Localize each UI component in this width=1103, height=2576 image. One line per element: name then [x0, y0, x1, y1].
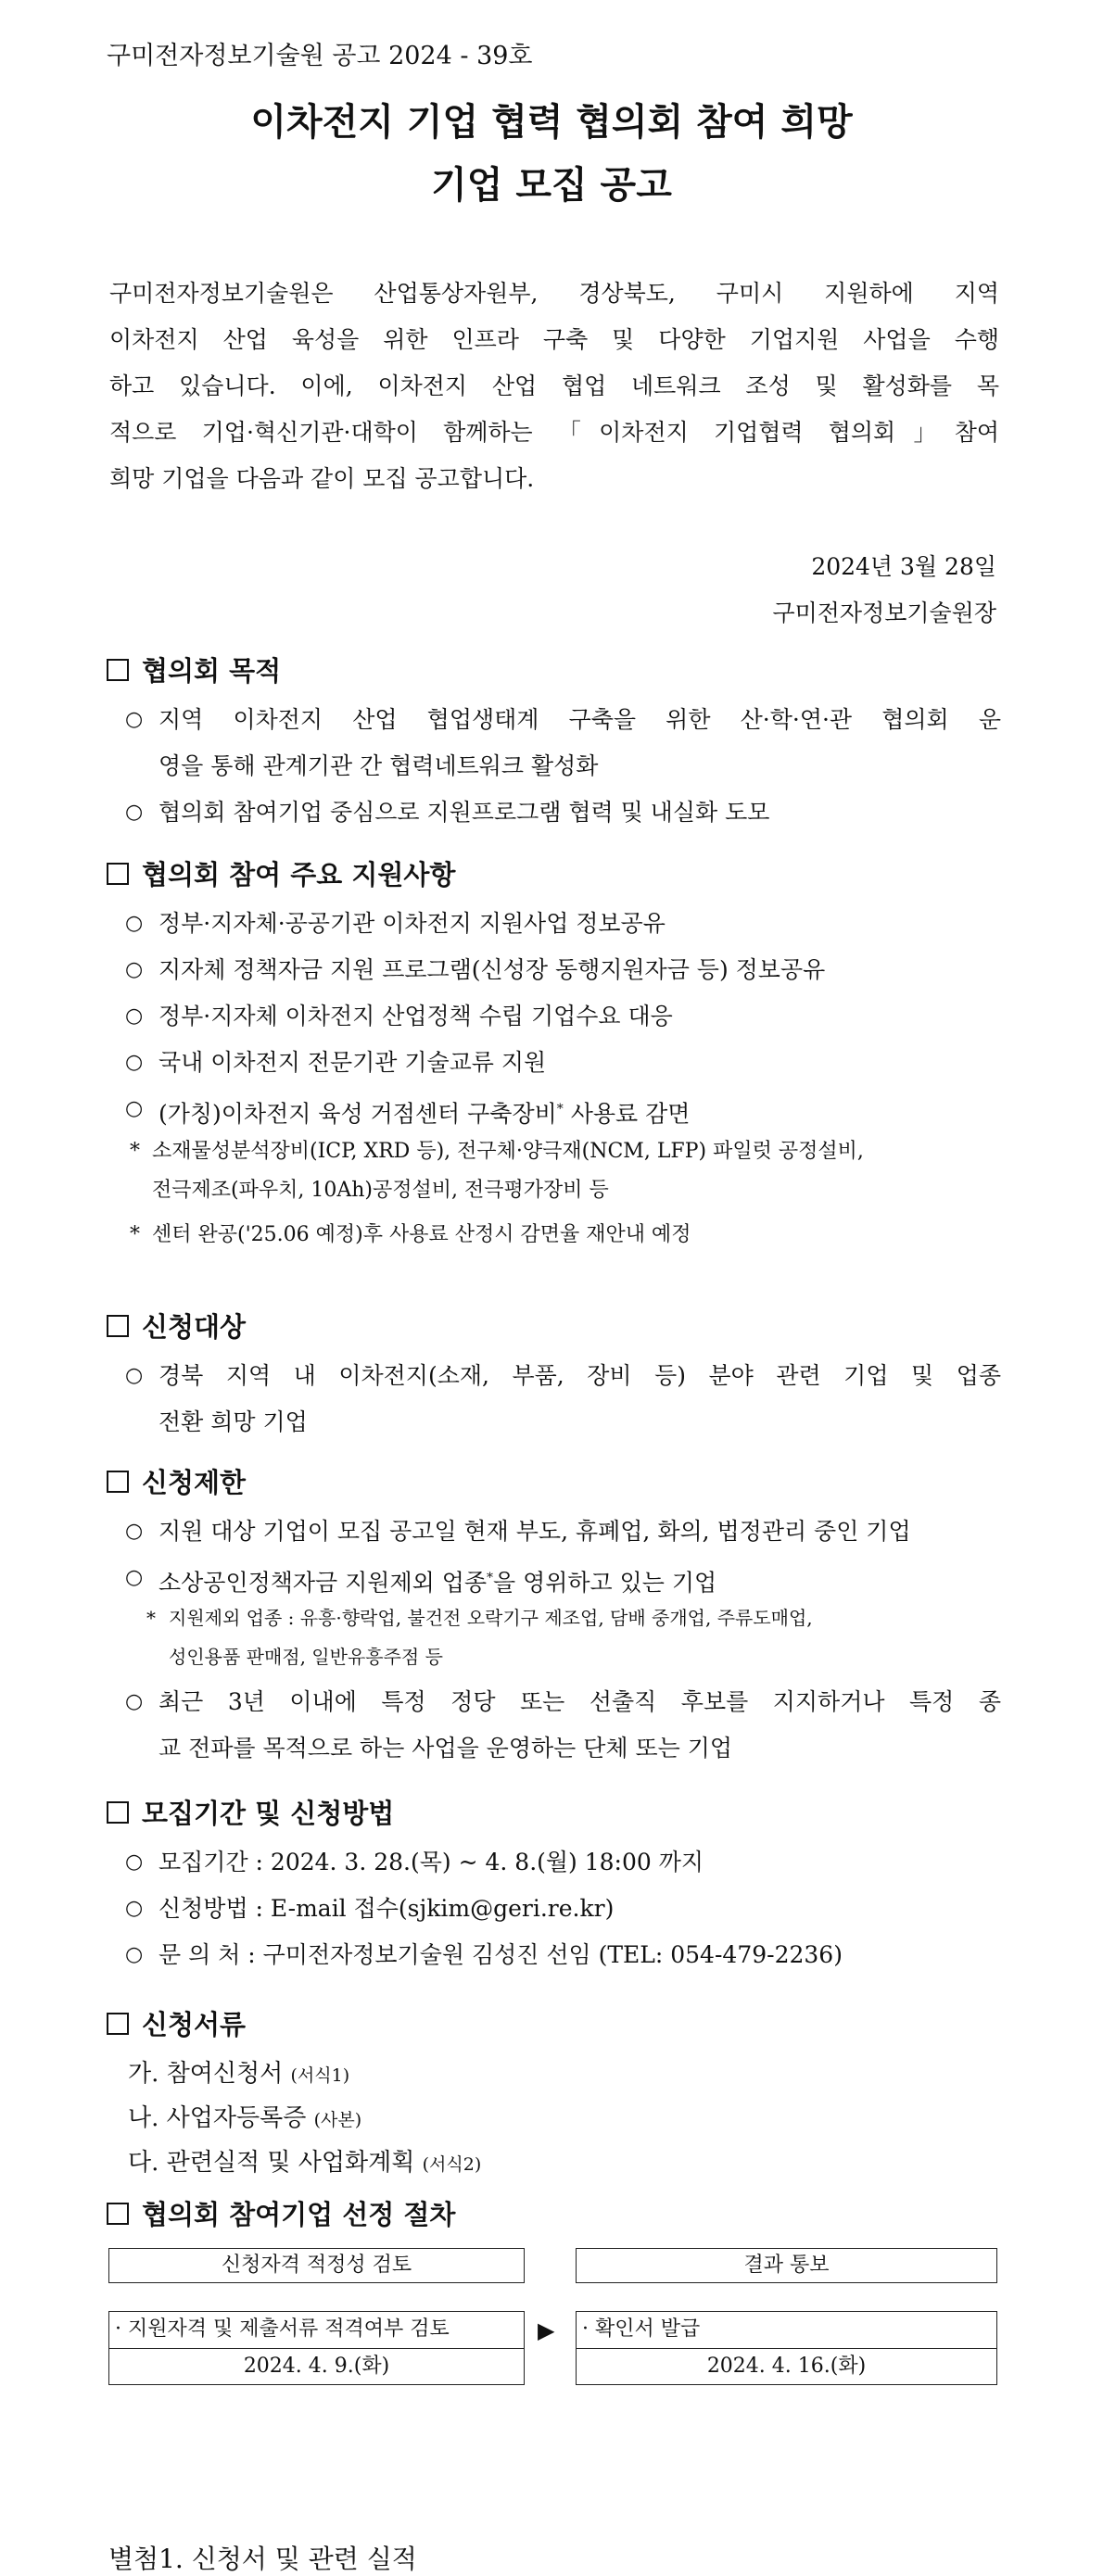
- circle-bullet-icon: ○: [125, 1004, 144, 1028]
- list-item: ○ 최근 3년 이내에 특정 정당 또는 선출직 후보를 지지하거나 특정 종 교 전파를 목적으로 하는 사업을 운영하는 단체 또는 기업: [125, 1679, 1001, 1772]
- section-heading-eligibility: 신청대상: [107, 1307, 246, 1345]
- circle-bullet-icon: ○: [125, 1520, 144, 1543]
- section-heading-procedure: 협의회 참여기업 선정 절차: [107, 2194, 455, 2232]
- circle-bullet-icon: ○: [125, 1051, 144, 1074]
- circle-bullet-icon: ○: [125, 1097, 144, 1120]
- circle-bullet-icon: ○: [125, 801, 144, 824]
- list-item: ○ 신청방법 : E-mail 접수(sjkim@geri.re.kr): [125, 1886, 1001, 1932]
- attachment-note: 별첨1. 신청서 및 관련 실적: [108, 2544, 417, 2574]
- checkbox-square-icon: [107, 1315, 129, 1337]
- step2-date: 2024. 4. 16.(화): [706, 2355, 867, 2378]
- circle-bullet-icon: ○: [125, 958, 144, 981]
- section-heading-period: 모집기간 및 신청방법: [107, 1793, 394, 1831]
- checkbox-square-icon: [107, 1471, 129, 1493]
- step2-detail-box: [576, 2311, 997, 2385]
- document-item: 나. 사업자등록증 (사본): [128, 2104, 362, 2132]
- list-item: ○ 소상공인정책자금 지원제외 업종*을 영위하고 있는 기업: [125, 1555, 1001, 1606]
- intro-line: 이차전지 산업 육성을 위한 인프라 구축 및 다양한 기업지원 사업을 수행: [109, 326, 999, 353]
- checkbox-square-icon: [107, 1801, 129, 1824]
- checkbox-square-icon: [107, 863, 129, 885]
- list-item: ○ 경북 지역 내 이차전지(소재, 부품, 장비 등) 분야 관련 기업 및 업종 전환 희망 기업: [125, 1353, 1001, 1446]
- checkbox-square-icon: [107, 2013, 129, 2035]
- notice-number: 구미전자정보기술원 공고 2024 - 39호: [107, 42, 533, 70]
- section-heading-documents: 신청서류: [107, 2004, 246, 2042]
- section-heading-support: 협의회 참여 주요 지원사항: [107, 854, 455, 892]
- circle-bullet-icon: ○: [125, 1364, 144, 1387]
- arrow-right-icon: ▶: [538, 2317, 555, 2343]
- step2-detail: · 확인서 발급: [577, 2312, 996, 2349]
- circle-bullet-icon: ○: [125, 1690, 144, 1713]
- list-item: ○ 국내 이차전지 전문기관 기술교류 지원: [125, 1040, 1001, 1086]
- section-heading-purpose: 협의회 목적: [107, 650, 281, 688]
- list-item: ○ 모집기간 : 2024. 3. 28.(목) ~ 4. 8.(월) 18:00 까지: [125, 1839, 1001, 1886]
- list-item: ○ 지원 대상 기업이 모집 공고일 현재 부도, 휴폐업, 화의, 법정관리 중인 기업: [125, 1509, 1001, 1555]
- intro-line: 구미전자정보기술원은 산업통상자원부, 경상북도, 구미시 지원하에 지역: [109, 280, 999, 307]
- list-item: ○ (가칭)이차전지 육성 거점센터 구축장비* 사용료 감면: [125, 1086, 1001, 1137]
- document-item: 다. 관련실적 및 사업화계획 (서식2): [128, 2149, 482, 2177]
- section-heading-restrictions: 신청제한: [107, 1462, 246, 1500]
- list-item: ○ 협의회 참여기업 중심으로 지원프로그램 협력 및 내실화 도모: [125, 789, 1001, 836]
- intro-line: 적으로 기업·혁신기관·대학이 함께하는 「이차전지 기업협력 협의회」참여: [109, 419, 999, 446]
- circle-bullet-icon: ○: [125, 1850, 144, 1874]
- list-item: ○ 지역 이차전지 산업 협업생태계 구축을 위한 산·학·연·관 협의회 운 영을 통해 관계기관 간 협력네트워크 활성화: [125, 697, 1001, 789]
- issuer: 구미전자정보기술원장: [772, 600, 996, 626]
- list-item: ○ 지자체 정책자금 지원 프로그램(신성장 동행지원자금 등) 정보공유: [125, 947, 1001, 993]
- circle-bullet-icon: ○: [125, 708, 144, 731]
- asterisk-icon: *: [130, 1223, 140, 1246]
- notice-date: 2024년 3월 28일: [811, 553, 996, 580]
- list-item: ○ 정부·지자체·공공기관 이차전지 지원사업 정보공유: [125, 901, 1001, 947]
- list-item: ○ 정부·지자체 이차전지 산업정책 수립 기업수요 대응: [125, 993, 1001, 1040]
- footnote: * 소재물성분석장비(ICP, XRD 등), 전구체·양극재(NCM, LFP) 파일럿 공정설비, 전극제조(파우치, 10Ah)공정설비, 전극평가장비 등: [130, 1132, 1006, 1210]
- document-item: 가. 참여신청서 (서식1): [128, 2060, 350, 2088]
- footnote-mark: *: [556, 1102, 564, 1117]
- footnote: * 지원제외 업종 : 유흥·향락업, 불건전 오락기구 제조업, 담배 중개업, 주류도매업, 성인용품 판매점, 일반유흥주점 등: [146, 1598, 1004, 1676]
- step1-detail: · 지원자격 및 제출서류 적격여부 검토: [109, 2312, 524, 2349]
- circle-bullet-icon: ○: [125, 1566, 144, 1589]
- intro-line: 하고 있습니다. 이에, 이차전지 산업 협업 네트워크 조성 및 활성화를 목: [109, 373, 999, 399]
- step1-date: 2024. 4. 9.(화): [243, 2355, 390, 2378]
- asterisk-icon: *: [146, 1607, 156, 1629]
- list-item: ○ 문 의 처 : 구미전자정보기술원 김성진 선임 (TEL: 054-479-2236): [125, 1932, 1001, 1978]
- step1-title-box: 신청자격 적정성 검토: [108, 2248, 525, 2283]
- circle-bullet-icon: ○: [125, 1943, 144, 1966]
- step1-detail-box: [108, 2311, 525, 2385]
- intro-line: 희망 기업을 다음과 같이 모집 공고합니다.: [109, 465, 535, 492]
- circle-bullet-icon: ○: [125, 912, 144, 935]
- circle-bullet-icon: ○: [125, 1897, 144, 1920]
- checkbox-square-icon: [107, 659, 129, 681]
- title-line-1: 이차전지 기업 협력 협의회 참여 희망: [250, 101, 853, 144]
- asterisk-icon: *: [130, 1140, 140, 1163]
- step2-title-box: 결과 통보: [576, 2248, 997, 2283]
- checkbox-square-icon: [107, 2203, 129, 2225]
- footnote-mark: *: [487, 1571, 493, 1585]
- title-line-2: 기업 모집 공고: [431, 164, 672, 207]
- footnote: * 센터 완공('25.06 예정)후 사용료 산정시 감면율 재안내 예정: [130, 1216, 1006, 1255]
